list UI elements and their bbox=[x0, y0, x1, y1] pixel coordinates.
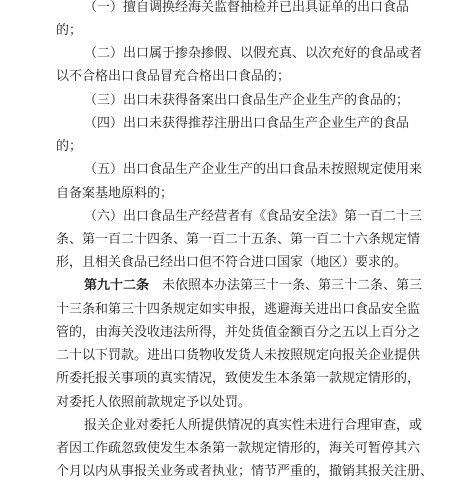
text-line: （三）出口未获得备案出口食品生产企业生产的食品的； bbox=[84, 93, 410, 108]
text-line: （六）出口食品生产经营者有《食品安全法》第一百二十三 bbox=[84, 209, 423, 224]
text-line: 条、第一百二十四条、第一百二十五条、第一百二十六条规定情 bbox=[56, 232, 421, 247]
text-line: 自备案基地原料的； bbox=[56, 186, 174, 201]
text-line: 未依照本办法第三十一条、第三十二条、第三 bbox=[162, 278, 423, 293]
text-line: 者因工作疏忽致使发生本条第一款规定情形的，海关可暂停其六 bbox=[56, 441, 421, 456]
text-line: 对委托人依照前款规定予以处罚。 bbox=[56, 395, 252, 410]
text-line: 所委托报关事项的真实情况，致使发生本条第一款规定情形的， bbox=[56, 371, 421, 386]
text-line: 的； bbox=[56, 139, 83, 154]
article-label: 第九十二条 bbox=[84, 278, 150, 293]
text-line: （五）出口食品生产企业生产的出口食品未按照规定使用来 bbox=[84, 162, 423, 177]
text-line: （四）出口未获得推荐注册出口食品生产企业生产的食品 bbox=[84, 116, 410, 131]
text-line: 报关企业对委托人所提供情况的真实性未进行合理审查，或 bbox=[84, 418, 423, 433]
text-line: 的； bbox=[56, 23, 83, 38]
text-line: 以不合格出口食品冒充合格出口食品的； bbox=[56, 69, 291, 84]
text-line: 二十以下罚款。进出口货物收发货人未按照规定向报关企业提供 bbox=[56, 348, 421, 363]
text-line: 十三条和第三十四条规定如实申报，逃避海关进出口食品安全监 bbox=[56, 302, 421, 317]
text-line: （一）擅自调换经海关监督抽检并已出具证单的出口食品 bbox=[84, 0, 410, 15]
text-line: （二）出口属于掺杂掺假、以假充真、以次充好的食品或者 bbox=[84, 46, 423, 61]
text-line: 个月以内从事报关业务或者执业；情节严重的，撤销其报关注册、 bbox=[56, 464, 434, 479]
text-line: 管的，由海关没收违法所得，并处货值金额百分之五以上百分之 bbox=[56, 325, 421, 340]
text-line: 形，且相关食品已经出口但不符合进口国家（地区）要求的。 bbox=[56, 255, 408, 270]
